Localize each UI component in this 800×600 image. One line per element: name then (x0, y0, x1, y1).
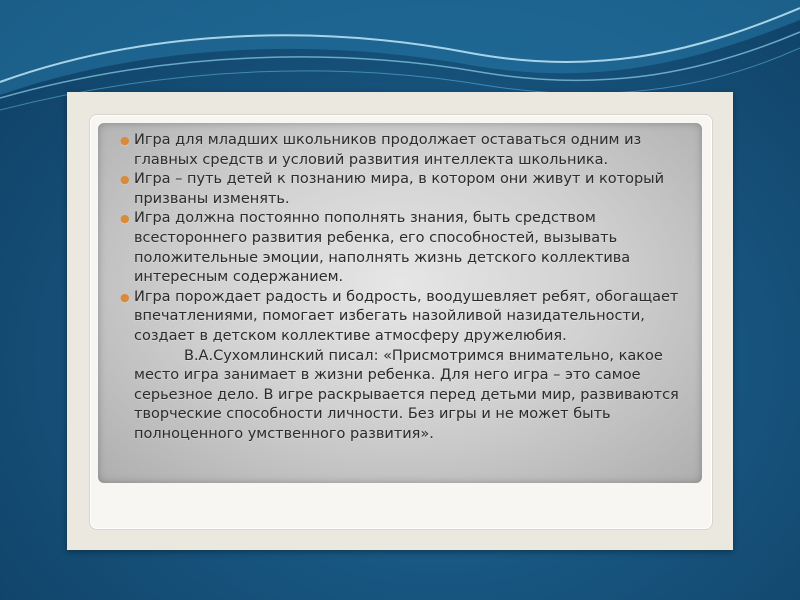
slide-frame (67, 92, 733, 550)
bullet-text: Игра – путь детей к познанию мира, в котором они живут и который призваны изменять. (134, 171, 665, 207)
bullet-dot-icon: ● (120, 290, 130, 304)
bullet-item (120, 209, 692, 287)
quote-paragraph: В.А.Сухомлинский писал: «Присмотримся внимательно, какое место игра занимает в жизни ребенка. Для него игра – это самое серьезное дело. В игре раскрывается перед детьми мир, развиваются творческие способности личности. Без игры и не может быть полноценного умственного развития». (134, 347, 679, 442)
bullet-dot-icon: ● (120, 212, 130, 226)
bullet-list (120, 131, 692, 347)
bullet-dot-icon: ● (120, 134, 130, 147)
content-card (89, 114, 713, 530)
bullet-dot-icon: ● (120, 173, 130, 187)
bullet-text: Игра порождает радость и бодрость, воодушевляет ребят, обогащает впечатлениями, помогает избегать назойливой назидательности, создает в детском коллективе атмосферу дружелюбия. (134, 288, 679, 344)
bullet-text: Игра для младших школьников продолжает оставаться одним из главных средств и условий развития интеллекта школьника. (134, 132, 642, 168)
bullet-item (120, 131, 692, 170)
bullet-item (120, 170, 692, 209)
slide-content (120, 131, 692, 445)
text-panel (98, 123, 702, 483)
bullet-item (120, 288, 692, 347)
bullet-text: Игра должна постоянно пополнять знания, быть средством всестороннего развития ребенка, его способностей, вызывать положительные эмоции, наполнять жизнь детского коллектива интересным содержанием. (134, 210, 631, 286)
